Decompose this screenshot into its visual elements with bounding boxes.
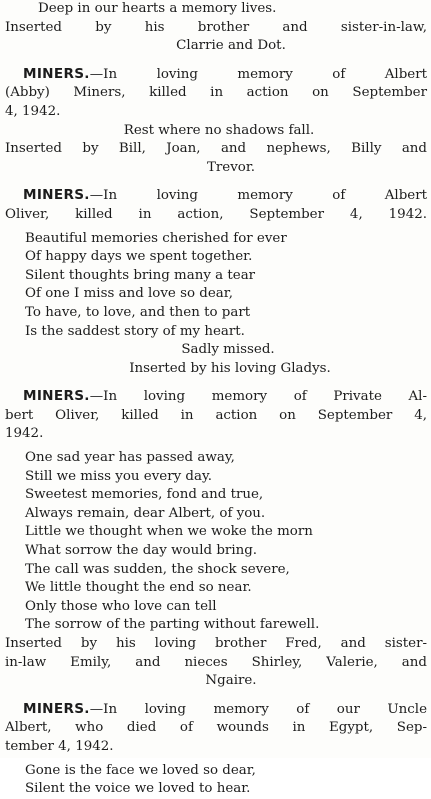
verse-line: What sorrow the day would bring. xyxy=(25,543,258,559)
verse-line: Rest where no shadows fall. xyxy=(123,122,315,138)
notice-surname: MINERS. xyxy=(23,65,90,82)
verse-line: Only those who love can tell xyxy=(25,598,217,614)
notice-text-line: Albert, who died of wounds in Egypt, Sep- xyxy=(5,720,427,736)
verse-line: Still we miss you every day. xyxy=(25,468,213,484)
verse-line: To have, to love, and then to part xyxy=(25,304,251,320)
verse-line: Always remain, dear Albert, of you. xyxy=(25,505,266,521)
signature-line: Inserted by Bill, Joan, and nephews, Billy and xyxy=(5,141,427,157)
closing-line: Sadly missed. xyxy=(181,342,275,358)
verse-line: Little we thought when we woke the morn xyxy=(25,524,313,540)
verse-line: Sweetest memories, fond and true, xyxy=(25,487,264,503)
notice-text-line: 4, 1942. xyxy=(5,103,61,119)
notice-3 xyxy=(5,387,427,691)
spacer xyxy=(5,378,427,387)
verse-line: Beautiful memories cherished for ever xyxy=(25,230,287,246)
verse-line: Of happy days we spent together. xyxy=(25,249,253,265)
signature-line: Inserted by his loving Gladys. xyxy=(129,360,331,376)
verse-line: One sad year has passed away, xyxy=(25,450,235,466)
verse-line: We little thought the end so near. xyxy=(25,580,252,596)
notice-0 xyxy=(5,0,427,56)
notice-heading-line xyxy=(5,387,427,407)
notice-surname: MINERS. xyxy=(23,700,90,717)
notice-text-line: bert Oliver, killed in action on September 4, xyxy=(5,407,427,423)
verse-line: Silent thoughts bring many a tear xyxy=(25,267,256,283)
notice-text-line: Oliver, killed in action, September 4, 1942. xyxy=(5,206,427,222)
notice-surname: MINERS. xyxy=(23,388,90,405)
notice-text-line: 1942. xyxy=(5,426,44,442)
signature-line: Trevor. xyxy=(206,159,256,175)
notice-surname: MINERS. xyxy=(23,187,90,204)
notice-text-line: tember 4, 1942. xyxy=(5,738,114,754)
notice-text: —In loving memory of Albert xyxy=(89,188,427,204)
notice-heading-line xyxy=(5,700,427,720)
verse-line: Silent the voice we loved to hear. xyxy=(25,781,251,797)
notice-text: —In loving memory of Private Al- xyxy=(89,389,427,405)
spacer xyxy=(5,56,427,65)
notice-4 xyxy=(5,700,427,799)
notice-text: —In loving memory of Albert xyxy=(89,66,427,82)
verse-line: The call was sudden, the shock severe, xyxy=(25,561,290,577)
signature-line: Ngaire. xyxy=(205,673,257,689)
notice-heading-line xyxy=(5,65,427,85)
verse-block xyxy=(5,762,427,799)
verse-line: Deep in our hearts a memory lives. xyxy=(38,1,277,16)
signature-line: Inserted by his brother and sister-in-law, xyxy=(5,19,427,35)
signature-line: Clarrie and Dot. xyxy=(176,38,286,54)
signature-line: in-law Emily, and nieces Shirley, Valerie, and xyxy=(5,654,427,670)
verse-line: The sorrow of the parting without farewell. xyxy=(25,617,320,633)
notice-heading-line xyxy=(5,186,427,206)
notice-2 xyxy=(5,186,427,378)
spacer xyxy=(5,177,427,186)
verse-line: Is the saddest story of my heart. xyxy=(25,323,245,339)
verse-line: Of one I miss and love so dear, xyxy=(25,286,233,302)
notice-text: —In loving memory of our Uncle xyxy=(89,701,427,717)
spacer xyxy=(5,691,427,700)
verse-block xyxy=(5,449,427,635)
notice-1 xyxy=(5,65,427,178)
verse-line: Gone is the face we loved so dear, xyxy=(25,762,256,778)
notice-text-line: (Abby) Miners, killed in action on September xyxy=(5,85,427,101)
signature-line: Inserted by his loving brother Fred, and sister- xyxy=(5,636,427,651)
verse-block xyxy=(5,230,427,342)
